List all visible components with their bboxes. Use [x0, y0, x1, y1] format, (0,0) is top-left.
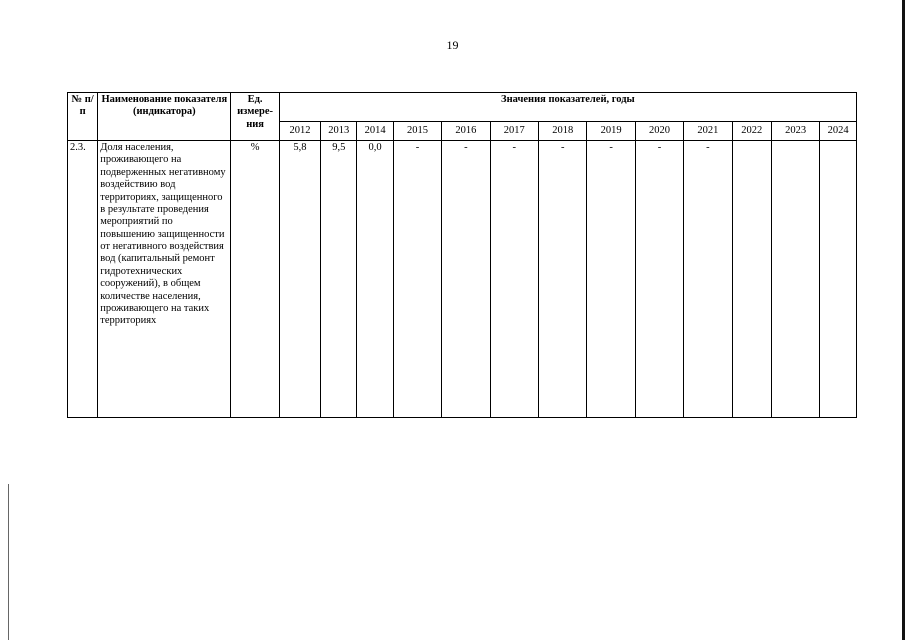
value-cell: -: [587, 141, 635, 418]
header-year: 2020: [635, 122, 683, 141]
value-cell: -: [538, 141, 586, 418]
value-cell: [771, 141, 819, 418]
value-cell: 9,5: [321, 141, 357, 418]
header-year: 2015: [393, 122, 441, 141]
header-year: 2023: [771, 122, 819, 141]
row-number: 2.3.: [68, 141, 98, 418]
header-year: 2018: [538, 122, 586, 141]
header-year: 2012: [279, 122, 320, 141]
header-indicator-name: Наименование показателя (индикатора): [98, 93, 231, 141]
row-indicator-name: Доля населения, проживающего на подверженных негативному воздействию вод территориях, защищенного в результате проведения мероприятий по повышению защищенности от негативного воздействия вод (капитальный ремонт гидротехнических сооружений), в общем количестве населения, проживающего на таких территориях: [98, 141, 231, 418]
value-cell: [820, 141, 857, 418]
header-year: 2021: [684, 122, 732, 141]
header-year: 2022: [732, 122, 771, 141]
value-cell: 0,0: [357, 141, 393, 418]
header-year: 2016: [442, 122, 490, 141]
header-year: 2013: [321, 122, 357, 141]
header-unit: Ед. измере-ния: [231, 93, 279, 141]
value-cell: 5,8: [279, 141, 320, 418]
header-year: 2017: [490, 122, 538, 141]
value-cell: -: [635, 141, 683, 418]
header-values-by-year: Значения показателей, годы: [279, 93, 856, 122]
header-year: 2024: [820, 122, 857, 141]
value-cell: [732, 141, 771, 418]
value-cell: -: [684, 141, 732, 418]
header-year: 2019: [587, 122, 635, 141]
indicators-table: [67, 92, 857, 418]
scan-edge-line: [8, 484, 9, 640]
row-unit: %: [231, 141, 279, 418]
page-number: 19: [446, 38, 459, 52]
value-cell: -: [393, 141, 441, 418]
header-number: № п/п: [68, 93, 98, 141]
header-year: 2014: [357, 122, 393, 141]
value-cell: -: [490, 141, 538, 418]
value-cell: -: [442, 141, 490, 418]
table-row: [68, 141, 857, 418]
